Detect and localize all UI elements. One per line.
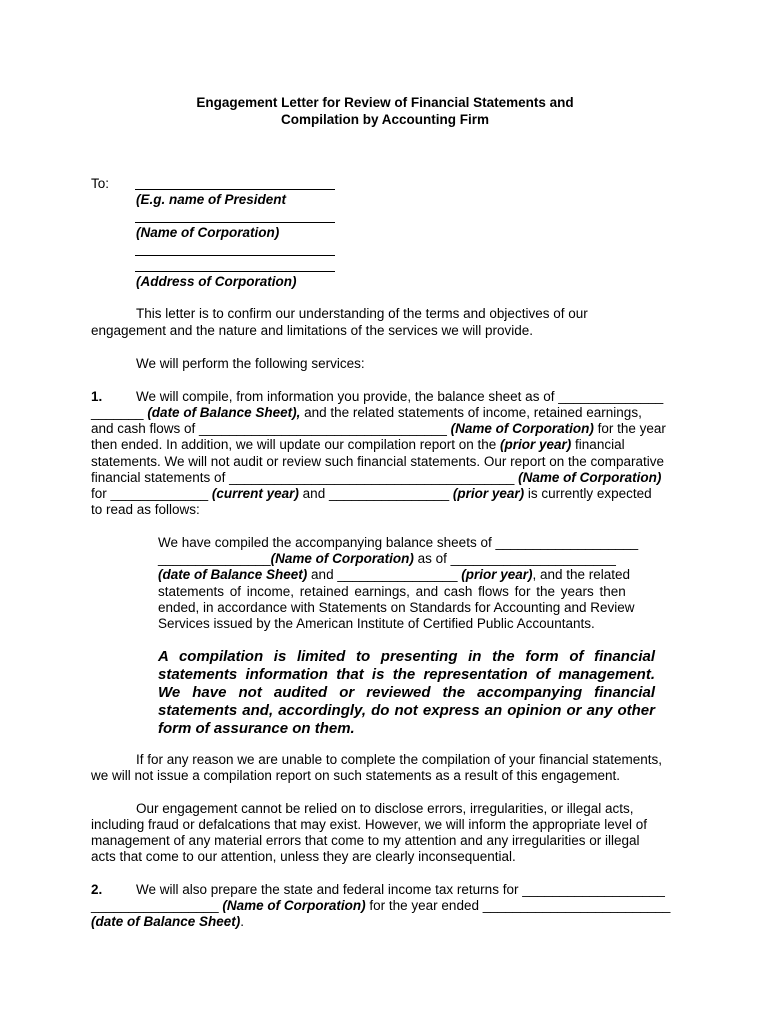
errors-line-1: Our engagement cannot be relied on to disclose errors, irregularities, or illegal acts,: [136, 801, 634, 816]
errors-line-3: management of any material errors that come to my attention and any irregularities or illegal: [91, 833, 640, 848]
quote-line-5: ended, in accordance with Statements on Standards for Accounting and Review: [158, 600, 635, 615]
document-title-line-1: Engagement Letter for Review of Financial Statements and: [196, 95, 574, 110]
item-1-line-7: for _____________ (current year) and ________________ (prior year) is currently expected: [91, 486, 652, 501]
to-label: To:: [91, 176, 110, 191]
hint-president-name: (E.g. name of President: [136, 192, 287, 207]
errors-line-2: including fraud or defalcations that may exist. However, we will inform the appropriate level of: [91, 817, 648, 832]
item-1-line-8: to read as follows:: [91, 502, 200, 517]
item-2-number: 2.: [91, 882, 103, 897]
quote-line-1: We have compiled the accompanying balance sheets of ___________________: [158, 535, 639, 550]
blank-recipient-name[interactable]: [135, 189, 335, 190]
item-2-line-1: We will also prepare the state and federal income tax returns for ___________________: [136, 882, 665, 897]
hint-corporation-name: (Name of Corporation): [136, 225, 280, 240]
errors-line-4: acts that come to our attention, unless they are clearly inconsequential.: [91, 849, 516, 864]
item-1-line-3: and cash flows of _________________________________ (Name of Corporation) for the year: [91, 421, 666, 436]
item-2-line-2: _________________ (Name of Corporation) for the year ended _________________________: [91, 898, 671, 913]
blank-corporation-name[interactable]: [135, 222, 335, 223]
unable-line-1: If for any reason we are unable to complete the compilation of your financial statements,: [136, 752, 663, 767]
item-1-line-2: _______ (date of Balance Sheet), and the related statements of income, retained earnings,: [91, 405, 642, 420]
item-1-line-4: then ended. In addition, we will update our compilation report on the (prior year) financial: [91, 437, 625, 452]
hint-corporation-address: (Address of Corporation): [136, 274, 297, 289]
item-1-number: 1.: [91, 389, 103, 404]
item-1-line-6: financial statements of ______________________________________ (Name of Corporation): [91, 470, 662, 485]
emphasis-line-4: statements and, accordingly, do not express an opinion or any other: [158, 702, 655, 719]
emphasis-line-2: statements information that is the representation of management.: [158, 666, 655, 683]
emphasis-line-5: form of assurance on them.: [158, 720, 355, 737]
item-2-line-3: (date of Balance Sheet).: [91, 914, 245, 929]
quote-line-6: Services issued by the American Institute of Certified Public Accountants.: [158, 616, 595, 631]
unable-line-2: we will not issue a compilation report on such statements as a result of this engagement.: [91, 768, 621, 783]
emphasis-line-3: We have not audited or reviewed the accompanying financial: [158, 684, 655, 701]
blank-address-line-1[interactable]: [135, 255, 335, 256]
intro-line-1: This letter is to confirm our understanding of the terms and objectives of our: [136, 306, 588, 321]
quote-line-2: _______________(Name of Corporation) as of ______________________: [158, 551, 616, 566]
blank-address-line-2[interactable]: [135, 271, 335, 272]
document-title-line-2: Compilation by Accounting Firm: [281, 112, 489, 127]
quote-line-4: statements of income, retained earnings, and cash flows for the years then: [158, 584, 626, 599]
services-intro: We will perform the following services:: [136, 356, 365, 371]
quote-line-3: (date of Balance Sheet) and ________________ (prior year), and the related: [158, 567, 631, 582]
item-1-line-1: We will compile, from information you provide, the balance sheet as of ______________: [136, 389, 664, 404]
intro-line-2: engagement and the nature and limitations of the services we will provide.: [91, 323, 533, 338]
item-1-line-5: statements. We will not audit or review such financial statements. Our report on the comparative: [91, 454, 665, 469]
emphasis-line-1: A compilation is limited to presenting in the form of financial: [158, 648, 655, 665]
